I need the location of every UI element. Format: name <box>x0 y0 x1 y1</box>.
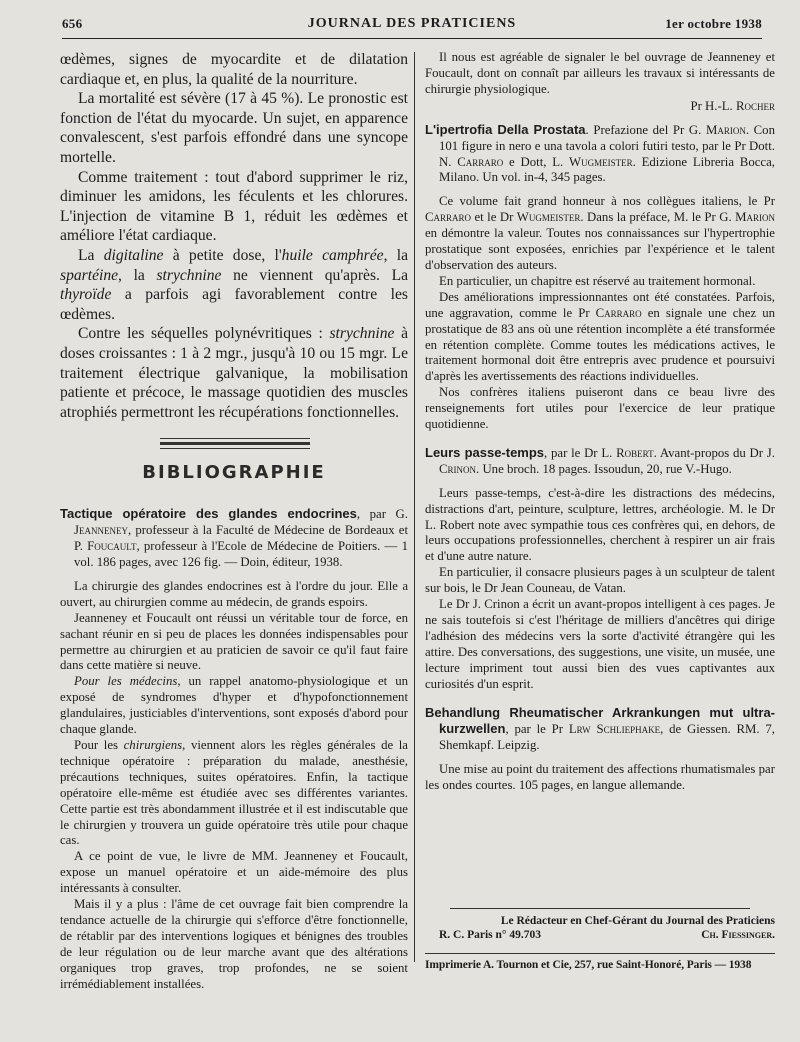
book-reference: Leurs passe-temps, par le Dr L. Robert. Avant-propos du Dr J. Crinon. Une broch. 18 pages. Issoudun, 20, rue V.-Hugo. <box>425 444 775 476</box>
paragraph: La digitaline à petite dose, l'huile camphrée, la spartéine, la strychnine ne viennent qu'après. La thyroïde a parfois agi favorablement contre les œdèmes. <box>60 246 409 323</box>
paragraph: La mortalité est sévère (17 à 45 %). Le pronostic est fonction de l'état du myocarde. Un sujet, en apparence convalescent, s'est parfois effondré dans une syncope mortelle. <box>60 90 408 166</box>
book-title: Behandlung Rheumatischer Arkrankungen mut ultra-kurzwellen <box>425 704 775 737</box>
paragraph: Comme traitement : tout d'abord supprimer le riz, diminuer les amidons, les féculents et les chlorures. L'injection de vitamine B 1, réduit les œdèmes et améliore l'état cardiaque. <box>60 168 408 245</box>
printer-line: Imprimerie A. Tournon et Cie, 257, rue Saint-Honoré, Paris — 1938 <box>425 959 752 971</box>
paragraph: Leurs passe-temps, c'est-à-dire les distractions des médecins, distractions d'art, peinture, sculpture, lettres, archéologie. M. le Dr L. Robert note avec sympathie tous ces confrères qui, en dehors, de leurs occupations professionnelles, cherchent à respirer un air frais et d'une autre nature. <box>425 485 775 564</box>
issue-date: 1er octobre 1938 <box>665 16 762 31</box>
paragraph: A ce point de vue, le livre de MM. Jeanneney et Foucault, expose un manuel opératoire et un aide-mémoire des plus intéressants à consulter. <box>60 849 408 896</box>
section-ornament <box>60 436 408 496</box>
paragraph: Des améliorations impressionnantes ont été constatées. Parfois, une aggravation, comme le Pr Carraro en signale une chez un prostatique de 83 ans où une rétention incomplète a été transformée en rétention complète. Comme toutes les médications actives, le traitement hormonal doit être entrepris avec prudence et poursuivi d'après les avertissements des réactions individuelles. <box>425 289 775 384</box>
paragraph: Il nous est agréable de signaler le bel ouvrage de Jeanneney et Foucault, dont on connaît par ailleurs les travaux si intéressants de chirurgie physiologique. <box>425 50 775 96</box>
page-number: 656 <box>62 16 83 31</box>
book-title: L'ipertrofia Della Prostata <box>425 121 586 137</box>
editor-name: Ch. Fiessinger. <box>701 929 775 941</box>
paragraph: Pour les chirurgiens, viennent alors les règles générales de la technique opératoire : préparation du malade, anesthésie, précautions techniques, suites opératoires. Enfin, la tactique opératoire elle-même est étudiée avec ses différentes variantes. Cette partie est très abondamment illustrée et il est indiscutable que le chirurgien y trouvera un guide opératoire très utile pour chaque cas. <box>60 737 408 848</box>
paragraph: Pour les médecins, un rappel anatomo-physiologique et un exposé de syndromes d'hyper et d'hypofonctionnement glandulaires, justiciables d'interventions, sont exposés d'abord pour chaque glande. <box>60 674 408 737</box>
paragraph: La chirurgie des glandes endocrines est à l'ordre du jour. Elle a ouvert, au chirurgien comme au médecin, de grands espoirs. <box>60 578 408 609</box>
book-title: Leurs passe-temps <box>425 444 545 460</box>
paragraph: En particulier, un chapitre est réservé au traitement hormonal. <box>439 273 756 288</box>
column-divider <box>414 52 415 962</box>
paragraph: Le Dr J. Crinon a écrit un avant-propos intelligent à ces pages. Je ne sais toutefois si c'est l'héritage de milliers d'ancêtres qui dirige l'adhésion des médecins vers la sorte d'activité étrangère qui les attire. Des conversations, des suggestions, une visite, un musée, une lecture impriment tout aussi bien des vues captivantes aux curiosités d'un esprit. <box>425 597 775 691</box>
right-column <box>425 50 775 794</box>
left-column <box>60 50 408 992</box>
registration-number: R. C. Paris n° 49.703 <box>439 929 542 941</box>
paragraph: En particulier, il consacre plusieurs pages à un sculpteur de talent sur bois, le Dr Jean Couneau, de Vatan. <box>425 565 775 596</box>
book-reference: L'ipertrofia Della Prostata. Prefazione del Pr G. Marion. Con 101 figure in nero e una tavola a colori futiri testo, par le Pr Dott. N. Carraro e Dott, L. Wugmeister. Edizione Libreria Bocca, Milano. Un vol. in-4, 345 pages. <box>425 121 775 185</box>
paragraph: Nos confrères italiens puiseront dans ce beau livre des renseignements fort utiles pour l'exercice de leur pratique quotidienne. <box>425 385 775 432</box>
book-reference: Tactique opératoire des glandes endocrines, par G. Jeanneney, professeur à la Faculté de Médecine de Bordeaux et P. Foucault, professeur à l'Ecole de Médecine de Poitiers. — 1 vol. 186 pages, avec 126 fig. — Doin, éditeur, 1938. <box>60 506 408 569</box>
paragraph: Une mise au point du traitement des affections rhumatismales par les ondes courtes. 105 pages, en langue allemande. <box>425 762 775 793</box>
signature: Pr H.-L. Rocher <box>690 98 775 113</box>
page-header <box>62 12 762 39</box>
paragraph: Mais il y a plus : l'âme de cet ouvrage fait bien comprendre la tendance actuelle de la chirurgie qui s'efforce d'être fonctionnelle, de rétablir par des interventions logiques et bénignes des troubles de leur régulation ou de leur marche avant que des altérations organiques trop graves, trop profondes, ne se soient irrémédiablement installées. <box>60 897 408 991</box>
book-title: Tactique opératoire des glandes endocrines <box>60 506 357 522</box>
section-heading: BIBLIOGRAPHIE <box>142 462 326 484</box>
page-footer <box>425 908 775 971</box>
paragraph: Ce volume fait grand honneur à nos collègues italiens, le Pr Carraro et le Dr Wugmeister. Dans la préface, M. le Pr G. Marion en démontre la valeur. Toutes nos connaissances sur l'hypertrophie prostatique sont exposées, enrichies par l'expérience et le talent d'observation des auteurs. <box>425 194 775 272</box>
registration-line <box>425 929 775 941</box>
journal-title: JOURNAL DES PRATICIENS <box>307 16 517 31</box>
editor-line: Le Rédacteur en Chef-Gérant du Journal des Praticiens <box>500 915 775 927</box>
paragraph: œdèmes, signes de myocardite et de dilatation cardiaque et, en plus, la qualité de la nourriture. <box>60 51 408 88</box>
book-reference: Behandlung Rheumatischer Arkrankungen mut ultra-kurzwellen, par le Pr Lrw Schliephake, de Giessen. RM. 7, Shemkapf. Leipzig. <box>425 704 775 753</box>
paragraph: Jeanneney et Foucault ont réussi un véritable tour de force, en sachant réunir en si peu de places les données indispensables pour permettre au chirurgien et au praticien de savoir ce qu'il faut faire dans cette matière si neuve. <box>60 610 408 673</box>
paragraph: Contre les séquelles polynévritiques : strychnine à doses croissantes : 1 à 2 mgr., jusqu'à 10 ou 15 mgr. Le traitement électrique galvanique, la mobilisation patiente et précoce, le massage quotidien des muscles atrophiés permettront les récupérations fonctionnelles. <box>60 325 408 421</box>
